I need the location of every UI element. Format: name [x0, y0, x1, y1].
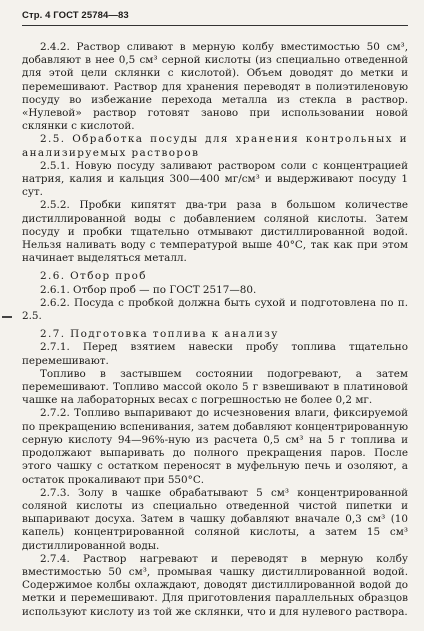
paragraph-2-7-2: 2.7.2. Топливо выпаривают до исчезновения влаги, фиксируемой по прекращению вспенивания, затем добавляют концентрированную серную кислоту 94—96%-ную из расчета 0,5 см³ на 5 г топлива и продолжают выпаривать до полного прекращения паров. После этого чашку с остатком переносят в муфельную печь и озоляют, а остаток прокаливают при 550°С. — [22, 407, 408, 486]
margin-mark — [2, 316, 12, 318]
paragraph-2-5-2: 2.5.2. Пробки кипятят два-три раза в большом количестве дистиллированной воды с добавлением соляной кислоты. Затем посуду и пробки тщательно отмывают дистиллированной водой. Нельзя наливать воду с температурой выше 40°С, так как при этом начинает выделяться металл. — [22, 199, 408, 265]
section-heading-2-7: 2.7. Подготовка топлива к анализу — [40, 328, 279, 341]
paragraph-2-6-1: 2.6.1. Отбор проб — по ГОСТ 2517—80. — [40, 283, 257, 296]
paragraph-2-7-3: 2.7.3. Золу в чашке обрабатывают 5 см³ концентрированной соляной кислоты из специально отведенной чистой пипетки и выпаривают досуха. Затем в чашку добавляют вначале 0,3 см³ (10 капель) концентрированной соляной кислоты, а затем 15 см³ дистиллированной воды. — [22, 486, 408, 552]
page-header: Стр. 4 ГОСТ 25784—83 — [22, 10, 129, 21]
body-text — [22, 41, 408, 619]
paragraph-2-6-2: 2.6.2. Посуда с пробкой должна быть сухой и подготовлена по п. 2.5. — [22, 296, 408, 323]
paragraph-2-4-2: 2.4.2. Раствор сливают в мерную колбу вместимостью 50 см³, добавляют в нее 0,5 см³ серной кислоты (из специально отведенной для этой цели склянки с кислотой). Объем доводят до метки и перемешивают. Раствор для хранения переводят в полиэтиленовую посуду во избежание перехода металла из стекла в раствор. «Нулевой» раствор готовят заново при использовании новой склянки с кислотой. — [22, 41, 408, 133]
section-heading-2-5: 2.5. Обработка посуды для хранения контрольных и анализируемых растворов — [22, 133, 408, 159]
paragraph-2-7-4: 2.7.4. Раствор нагревают и переводят в мерную колбу вместимостью 50 см³, промывая чашку дистиллированной водой. Содержимое колбы охлаждают, доводят дистиллированной водой до метки и перемешивают. Для приготовления параллельных образцов используют кислоту из той же склянки, что и для нулевого раствора. — [22, 552, 408, 618]
header-rule — [22, 25, 408, 26]
paragraph-2-7-1-cont: Топливо в застывшем состоянии подогревают, а затем перемешивают. Топливо массой около 5 г взвешивают в платиновой чашке на лабораторных весах с погрешностью не более 0,2 мг. — [22, 367, 408, 407]
section-heading-2-6: 2.6. Отбор проб — [40, 270, 147, 283]
paragraph-2-7-1: 2.7.1. Перед взятием навески пробу топлива тщательно перемешивают. — [22, 341, 408, 367]
paragraph-2-5-1: 2.5.1. Новую посуду заливают раствором соли с концентрацией натрия, калия и кальция 300—400 мг/см³ и выдерживают посуду 1 сут. — [22, 159, 408, 199]
